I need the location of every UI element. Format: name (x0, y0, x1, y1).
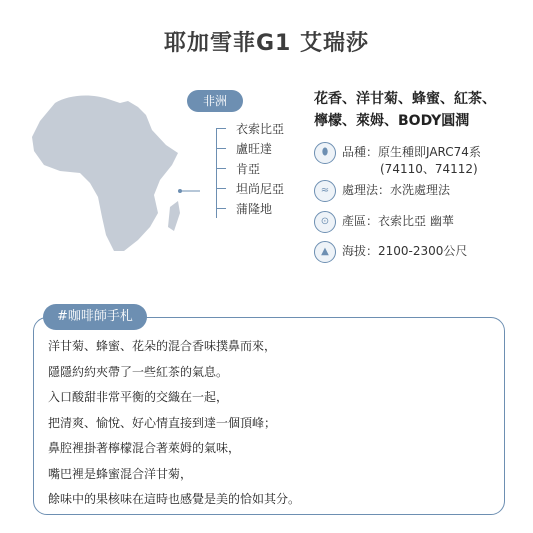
notes-line-2: 隱隱約約夾帶了一些紅茶的氣息。 (48, 364, 229, 379)
notes-line-6: 嘴巴裡是蜂蜜混合洋甘菊， (48, 466, 193, 481)
africa-silhouette (32, 96, 178, 251)
flavor-line-2: 檸檬、萊姆、BODY圓潤 (314, 113, 470, 129)
location-pin-icon: ⊙ (314, 211, 336, 233)
mountain-icon: ▲ (314, 241, 336, 263)
barista-notes-text (48, 334, 300, 513)
barista-notes-title: #咖啡師手札 (43, 304, 147, 330)
region-badge: 非洲 (187, 90, 243, 112)
water-waves-icon: ≈ (314, 180, 336, 202)
origin-label: 產區： (342, 214, 379, 228)
notes-line-1: 洋甘菊、蜂蜜、花朵的混合香味撲鼻而來， (48, 339, 277, 353)
notes-line-7: 餘味中的果核味在這時也感覺是美的恰如其分。 (48, 492, 301, 506)
process-label: 處理法： (342, 183, 391, 197)
country-kenya: 肯亞 (236, 162, 261, 176)
notes-line-5: 鼻腔裡掛著檸檬混合著萊姆的氣味， (48, 441, 241, 455)
notes-line-3: 入口酸甜非常平衡的交織在一起， (48, 390, 229, 404)
country-rwanda: 盧旺達 (236, 142, 273, 156)
madagascar (168, 201, 180, 231)
origin-value: 衣索比亞 幽華 (378, 214, 454, 228)
variety-value: 原生種即JARC74系 (378, 145, 481, 159)
country-ethiopia: 衣索比亞 (236, 122, 285, 136)
variety-value-2: (74110、74112) (380, 162, 478, 176)
country-tanzania: 坦尚尼亞 (236, 182, 285, 196)
africa-map (20, 85, 200, 265)
notes-line-4: 把清爽、愉悅、好心情直接到達一個頂峰； (48, 415, 277, 430)
flavor-line-1: 花香、洋甘菊、蜂蜜、紅茶、 (314, 91, 496, 107)
altitude-value: 2100-2300公尺 (378, 244, 468, 258)
coffee-bean-icon: ⬮ (314, 142, 336, 164)
country-burundi: 蒲隆地 (236, 202, 273, 216)
countries-bracket (216, 128, 227, 218)
page-title: 耶加雪菲G1 艾瑞莎 (163, 31, 370, 56)
flavor-notes (314, 88, 514, 132)
altitude-label: 海拔： (342, 244, 379, 258)
variety-label: 品種： (342, 145, 379, 159)
process-value: 水洗處理法 (390, 183, 451, 197)
